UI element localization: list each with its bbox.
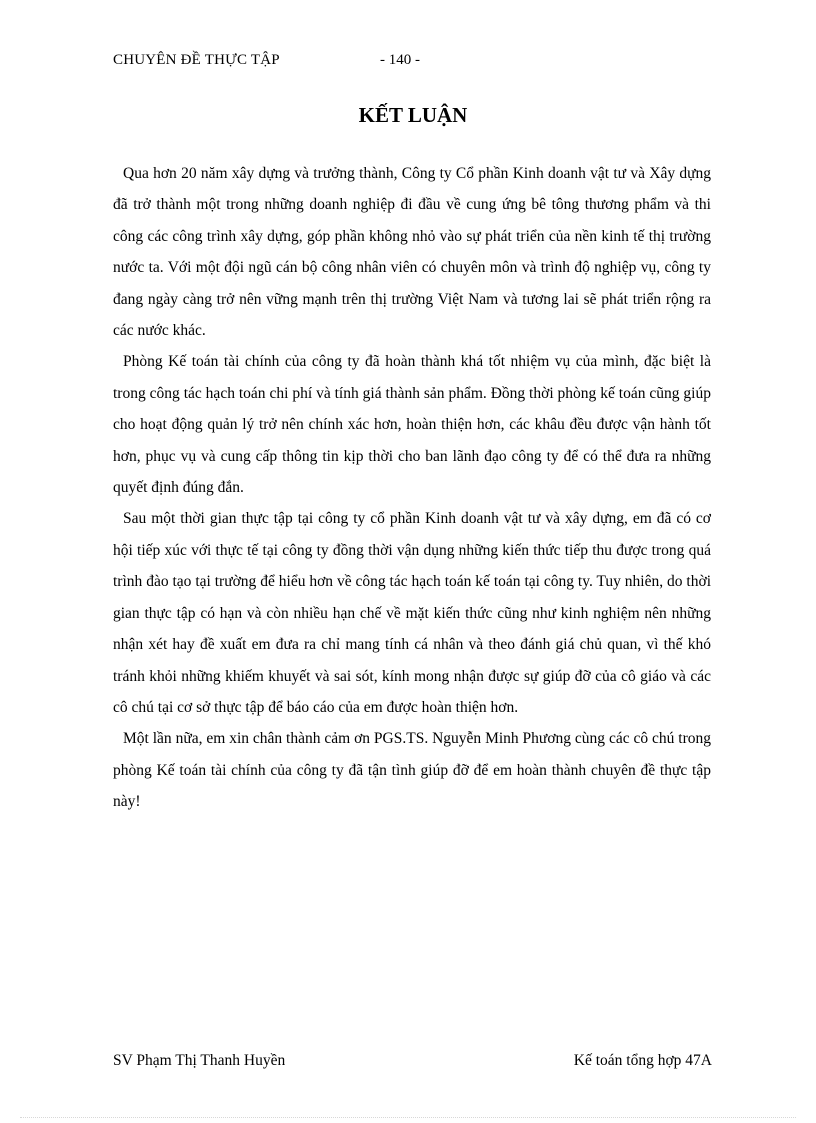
- body-text: [113, 158, 711, 818]
- footer-class: Kế toán tổng hợp 47A: [573, 1052, 712, 1069]
- paragraph-3: Sau một thời gian thực tập tại công ty cổ phần Kinh doanh vật tư và xây dựng, em đã có cơ hội tiếp xúc với thực tế tại công ty đồng thời vận dụng những kiến thức tiếp thu được trong quá trình đào tạo tại trường để hiểu hơn về công tác hạch toán kế toán tại công ty. Tuy nhiên, do thời gian thực tập có hạn và còn nhiều hạn chế về mặt kiến thức cũng như kinh nghiệm nên những nhận xét hay đề xuất em đưa ra chỉ mang tính cá nhân và theo đánh giá chủ quan, vì thế khó tránh khỏi những khiếm khuyết và sai sót, kính mong nhận được sự giúp đỡ của cô giáo và các cô chú tại cơ sở thực tập để báo cáo của em được hoàn thiện hơn.: [113, 510, 711, 716]
- page-number: - 140 -: [380, 52, 420, 68]
- page-bottom-edge: [20, 1117, 796, 1118]
- running-header-title: CHUYÊN ĐỀ THỰC TẬP: [113, 52, 280, 68]
- page-title: KẾT LUẬN: [358, 103, 468, 127]
- paragraph-4: Một lần nữa, em xin chân thành cảm ơn PGS.TS. Nguyễn Minh Phương cùng các cô chú trong phòng Kế toán tài chính của công ty đã tận tình giúp đỡ để em hoàn thành chuyên đề thực tập này!: [113, 730, 711, 811]
- footer-student-name: SV Phạm Thị Thanh Huyền: [113, 1052, 286, 1069]
- paragraph-1: Qua hơn 20 năm xây dựng và trưởng thành, Công ty Cổ phần Kinh doanh vật tư và Xây dựng đã trở thành một trong những doanh nghiệp đi đầu về cung ứng bê tông thương phẩm và thi công các công trình xây dựng, góp phần không nhỏ vào sự phát triển của nền kinh tế thị trường nước ta. Với một đội ngũ cán bộ công nhân viên có chuyên môn và trình độ nghiệp vụ, công ty đang ngày càng trở nên vững mạnh trên thị trường Việt Nam và tương lai sẽ phát triển rộng ra các nước khác.: [113, 165, 711, 340]
- paragraph-2: Phòng Kế toán tài chính của công ty đã hoàn thành khá tốt nhiệm vụ của mình, đặc biệt là trong công tác hạch toán chi phí và tính giá thành sản phẩm. Đồng thời phòng kế toán cũng giúp cho hoạt động quản lý trở nên chính xác hơn, hoàn thiện hơn, các khâu đều được vận hành tốt hơn, phục vụ và cung cấp thông tin kịp thời cho ban lãnh đạo công ty để có thể đưa ra những quyết định đúng đắn.: [113, 353, 711, 497]
